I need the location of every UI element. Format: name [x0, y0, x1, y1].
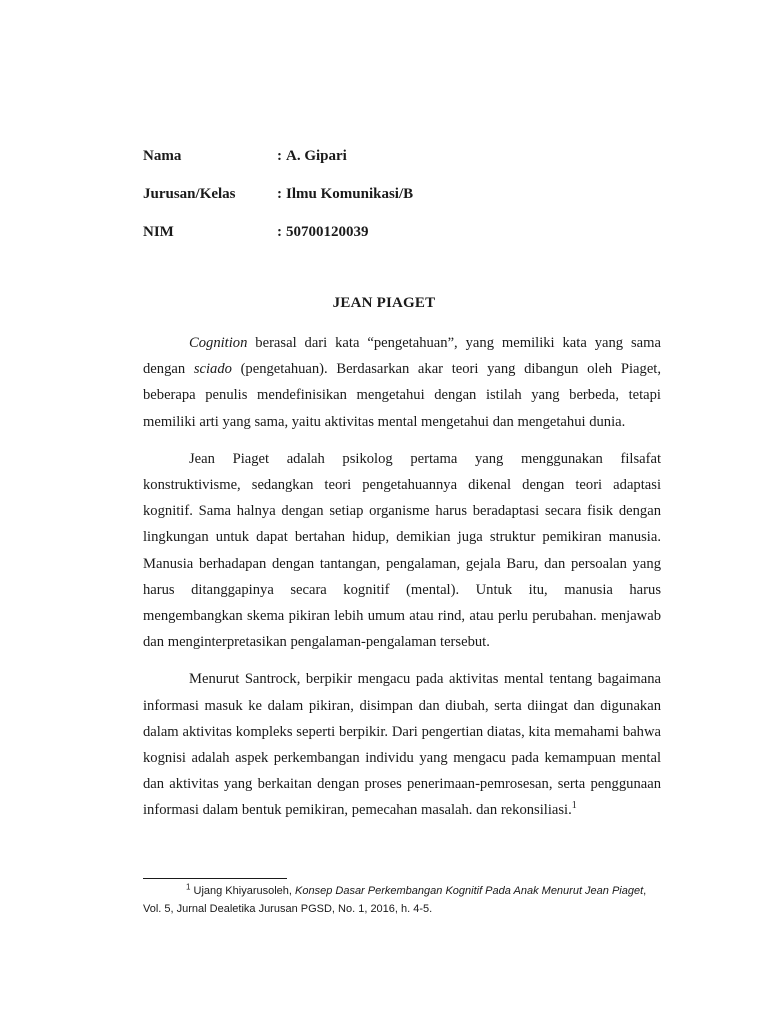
footnote-reference[interactable]: 1 [571, 800, 577, 812]
info-row-nim [143, 222, 413, 260]
info-value: 50700120039 [286, 224, 369, 240]
student-info [143, 146, 413, 260]
paragraph-3 [143, 666, 661, 823]
info-separator: : [277, 186, 282, 202]
paragraph-text: (pengetahuan). Berdasarkan akar teori yang dibangun oleh Piaget, beberapa penulis mendefinisikan mengetahui dengan istilah yang berbeda, tetapi memiliki arti yang sama, yaitu aktivitas mental mengetahui dan mengetahui dunia. [143, 361, 661, 430]
info-row-name [143, 146, 413, 184]
info-label: NIM [143, 224, 174, 240]
footnote-divider [143, 878, 287, 879]
document-title: JEAN PIAGET [332, 295, 436, 311]
italic-term: Cognition [189, 335, 248, 351]
footnote [143, 882, 663, 918]
footnote-author: Ujang Khiyarusoleh, [190, 885, 296, 897]
info-separator: : [277, 148, 282, 164]
info-label: Nama [143, 148, 182, 164]
italic-term: sciado [193, 361, 232, 378]
info-value: A. Gipari [286, 148, 347, 164]
document-body [143, 330, 661, 835]
footnote-mark: 1 [186, 882, 191, 892]
info-row-class [143, 184, 413, 222]
info-label: Jurusan/Kelas [143, 186, 236, 202]
paragraph-1 [143, 330, 661, 435]
info-separator: : [277, 224, 282, 240]
paragraph-text: berasal dari kata “pengetahuan”, yang memiliki kata yang sama dengan [143, 335, 661, 378]
footnote-book-title: Konsep Dasar Perkembangan Kognitif Pada Anak Menurut Jean Piaget [295, 885, 644, 897]
paragraph-2: Jean Piaget adalah psikolog pertama yang menggunakan filsafat konstruktivisme, sedangkan teori pengetahuannya dikenal dengan teori adaptasi kognitif. Sama halnya dengan setiap organisme harus beradaptasi secara fisik dengan lingkungan untuk dapat bertahan hidup, demikian juga struktur pemikiran manusia. Manusia berhadapan dengan tantangan, pengalaman, gejala Baru, dan persoalan yang harus ditanggapinya secara kognitif (mental). Untuk itu, manusia harus mengembangkan skema pikiran lebih umum atau rind, atau perlu perubahan. menjawab dan menginterpretasikan pengalaman-pengalaman tersebut. [143, 450, 661, 651]
footnote-citation: , Vol. 5, Jurnal Dealetika Jurusan PGSD, No. 1, 2016, h. 4-5. [143, 885, 647, 915]
paragraph-text: Menurut Santrock, berpikir mengacu pada aktivitas mental tentang bagaimana informasi masuk ke dalam pikiran, disimpan dan diubah, serta diingat dan digunakan dalam aktivitas kompleks seperti berpikir. Dari pengertian diatas, kita memahami bahwa kognisi adalah aspek perkembangan individu yang mengacu pada kemampuan mental dan aktivitas yang berkaitan dengan proses penerimaan-pemrosesan, serta penggunaan informasi dalam bentuk pemikiran, pemecahan masalah. dan rekonsiliasi. [143, 671, 661, 819]
info-value: Ilmu Komunikasi/B [286, 186, 414, 202]
